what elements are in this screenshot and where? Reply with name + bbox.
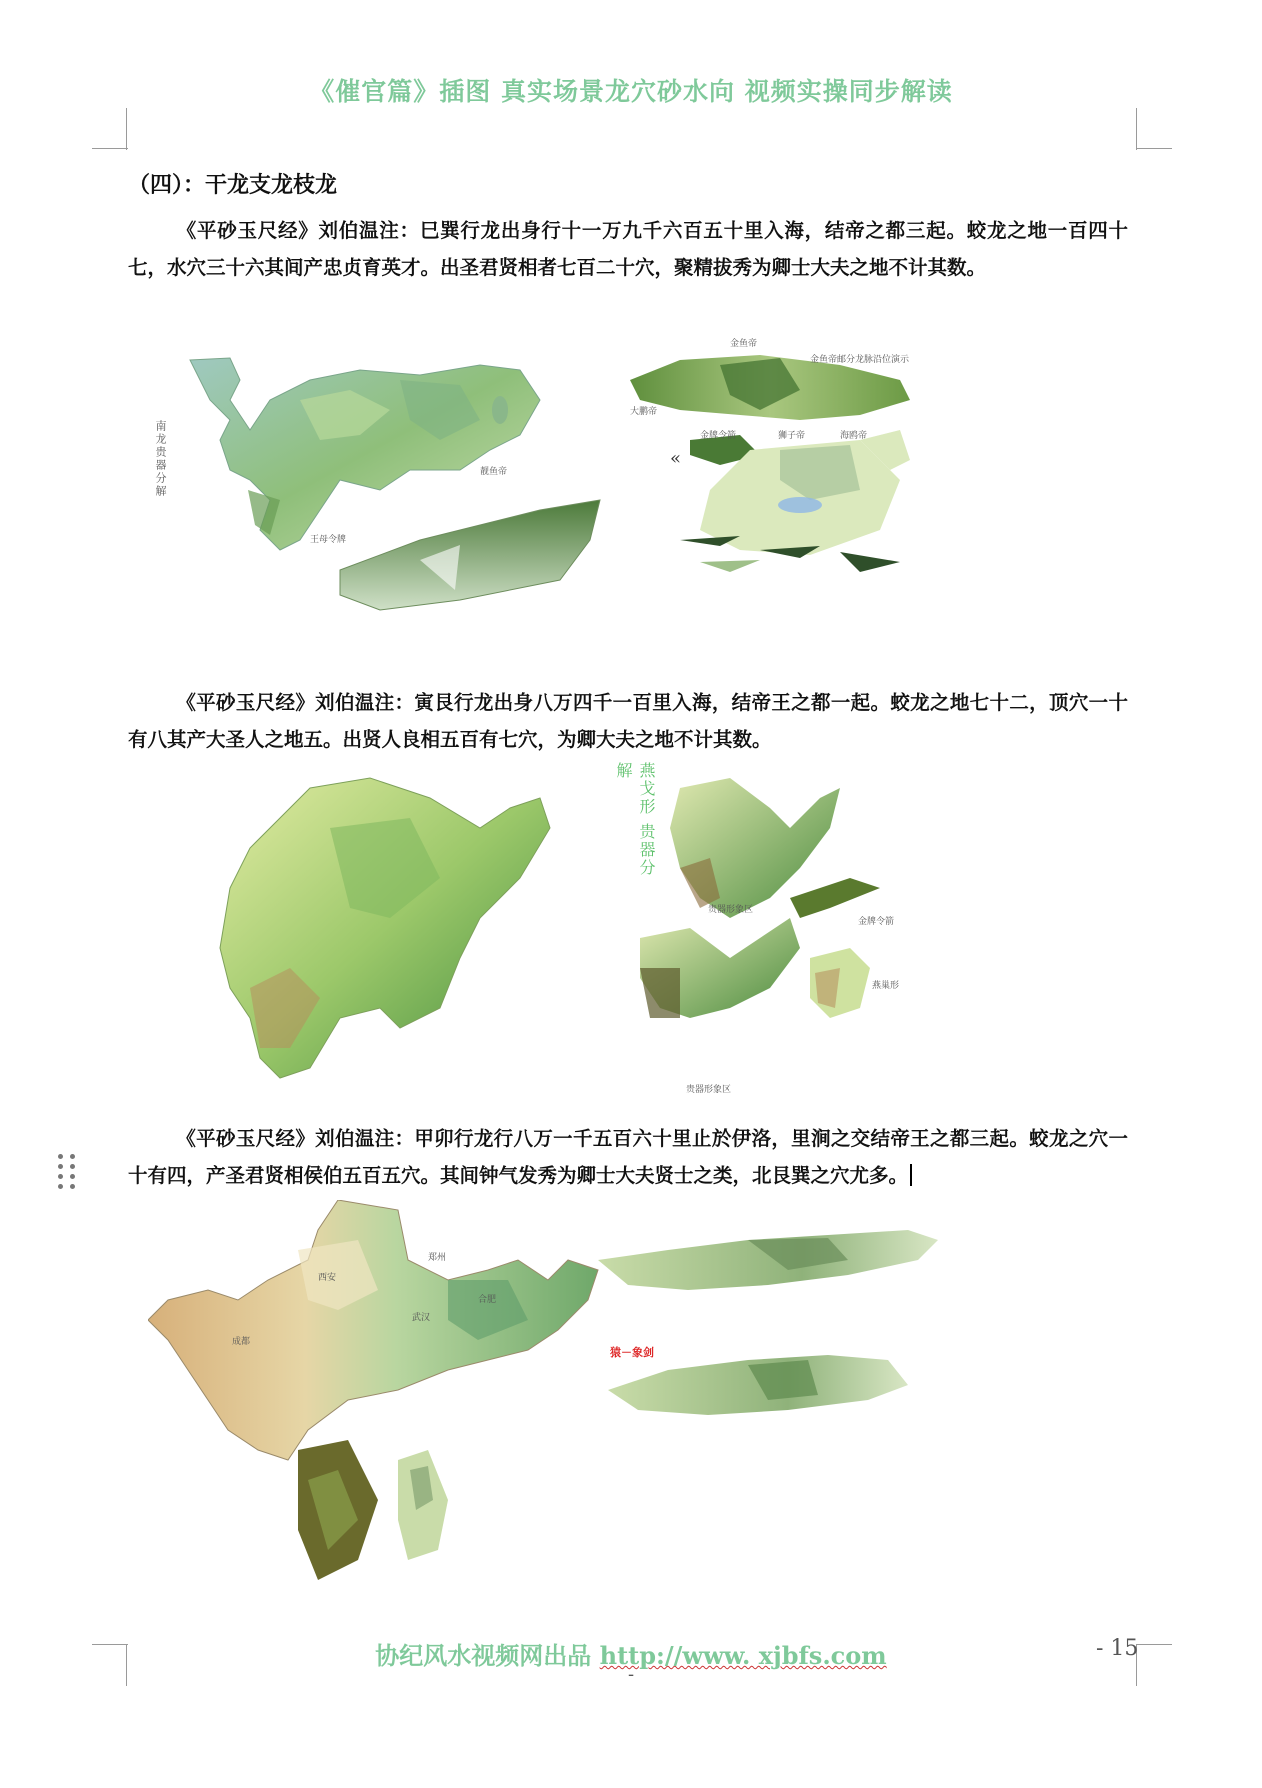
header-title: 《催官篇》插图 真实场景龙穴砂水向 视频实操同步解读 [309,77,953,106]
figure-2-vertical-caption: 燕戈形 贵器分解 [614,762,656,878]
text-cursor [910,1164,912,1186]
map-label: 狮子帝 [778,431,806,441]
map-label: 武汉 [412,1313,431,1323]
figure-1-vertical-caption: 南龙贵器分解 [154,420,167,498]
guillemet-mark: « [670,448,682,469]
map-label: 成都 [232,1337,251,1347]
map-label: 贵器形象区 [686,1085,732,1095]
crop-mark-top-right-h [1136,148,1172,149]
map-label: 金鱼帝邮分龙脉沿位演示 [810,355,910,365]
drag-handle-icon[interactable] [58,1154,80,1190]
crop-mark-top-left-h [92,148,128,149]
map-label: 郑州 [428,1253,447,1263]
paragraph-text: 《平砂玉尺经》刘伯温注：巳巽行龙出身行十一万九千六百五十里入海，结帝之都三起。蛟龙之地一百四十七，水穴三十六其间产忠贞育英才。出圣君贤相者七百二十穴，聚精拔秀为卿士大夫之地不计其数。 [128,219,1128,279]
crop-mark-top-left-v [126,108,127,150]
footer-prefix: 协纪风水视频网出品 [375,1641,600,1670]
map-label: 合肥 [478,1295,497,1305]
map-label: 燕巢形 [872,981,900,991]
figure-1 [154,339,1060,660]
paragraph-3[interactable] [128,1120,1128,1194]
crop-mark-top-right-v [1136,108,1137,150]
map-label: 金牌令箭 [858,917,895,927]
figure-3-red-label: 猿－象剑 [610,1346,654,1359]
south-dragon-map [160,340,1060,660]
paragraph-1[interactable] [128,212,1128,286]
paragraph-2[interactable] [128,684,1128,758]
figure-2 [210,762,1030,1098]
map-label: 金牌令箭 [700,431,737,441]
map-label: 西安 [318,1273,337,1283]
paragraph-text: 《平砂玉尺经》刘伯温注：寅艮行龙出身八万四千一百里入海，结帝王之都一起。蛟龙之地七十二，顶穴一十有八其产大圣人之地五。出贤人良相五百有七穴，为卿大夫之地不计其数。 [128,691,1128,751]
paragraph-text: 《平砂玉尺经》刘伯温注：甲卯行龙行八万一千五百六十里止於伊洛，里涧之交结帝王之都三起。蛟龙之穴一十有四，产圣君贤相侯伯五百五穴。其间钟气发秀为卿士大夫贤士之类，北艮巽之穴尤多。 [128,1127,1128,1187]
footer-url-link[interactable]: http://www. xjbfs.com [599,1641,887,1670]
map-label: 王母令牌 [310,535,347,545]
figure-3 [148,1200,1068,1600]
page-dash: - [628,1664,635,1685]
map-label: 靓鱼帝 [480,467,508,477]
map-label: 大鹏帝 [630,407,658,417]
map-label: 海鸥帝 [840,431,868,441]
map-label: 贵器形象区 [708,905,754,915]
map-label: 金鱼帝 [730,339,758,349]
section-heading: （四）：干龙支龙枝龙 [128,172,338,198]
page-number: - 15 [1096,1636,1139,1661]
central-dragon-map [148,1200,1068,1600]
